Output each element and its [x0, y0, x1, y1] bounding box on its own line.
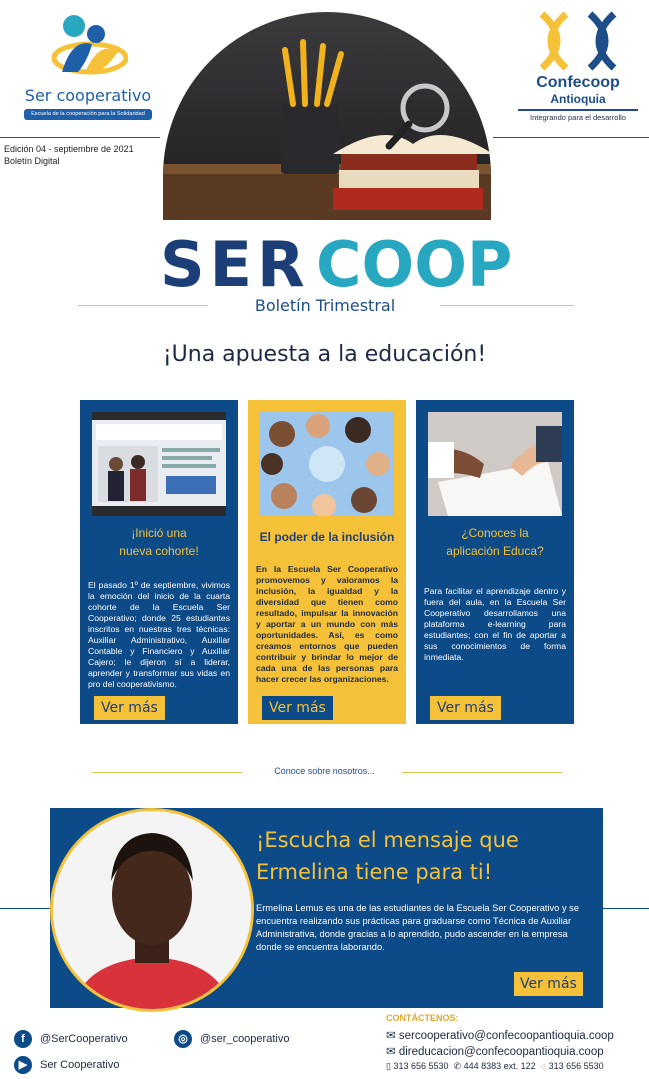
edition-number: Edición 04 - septiembre de 2021 [4, 144, 134, 154]
divider-left [0, 137, 160, 138]
card-title [86, 524, 232, 560]
card-educa-app [416, 400, 574, 724]
whatsapp-number: 313 656 5530 [548, 1061, 604, 1071]
testimonial-heading [256, 824, 596, 888]
youtube-link[interactable] [14, 1056, 120, 1074]
testimonial-ver-mas-button[interactable]: Ver más [514, 972, 583, 996]
card-body: Para facilitar el aprendizaje dentro y fuera del aula, en la Escuela Ser Cooperativo desarrollamos una plataforma e-learning para estudiantes; con el fin de aportar a sus conocimientos de forma inmediata. [424, 586, 566, 662]
card-title [422, 524, 568, 560]
card-title-line2: aplicación Educa? [446, 544, 544, 558]
testimonial-body: Ermelina Lemus es una de las estudiantes de la Escuela Ser Cooperativo y se encuentra realizando sus prácticas para graduarse como Técnica de Auxiliar Administrativa, donde gracias a lo aprendido, pudo ascender en la empresa donde se encuentra laborando. [256, 903, 579, 952]
card-body: El pasado 1º de septiembre, vivimos la emoción del inicio de la cuarta cohorte de la Escuela Ser Cooperativo; donde 25 estudiantes inscritos en nuestras tres técnicas: Auxiliar Administrativo, Auxiliar Contable y Financiero y Auxiliar Cajero; le dijeron sí a liderar, aprender y transformar sus vidas en pro del cooperativismo. [88, 580, 230, 689]
youtube-icon: ▶ [14, 1056, 32, 1074]
contact-heading: CONTÁCTENOS: [386, 1013, 459, 1023]
about-us-link[interactable]: Conoce sobre nosotros... [274, 766, 375, 776]
facebook-link[interactable] [14, 1030, 128, 1048]
email-2[interactable] [386, 1044, 604, 1058]
whatsapp-icon: ◌ [540, 1061, 547, 1071]
confecoop-tagline: Integrando para el desarrollo [518, 109, 638, 122]
edition-info [4, 143, 134, 167]
video-call-image [92, 412, 226, 516]
edition-type: Boletín Digital [4, 156, 60, 166]
divider-right [493, 137, 649, 138]
card-title-line2: nueva cohorte! [119, 544, 199, 558]
card-inclusion [248, 400, 406, 724]
card-title-line1: ¡Inició una [131, 526, 187, 540]
ser-cooperativo-subtitle: Escuela de la cooperación para la Solidaridad [24, 109, 152, 120]
masthead-title-coop: COOP [316, 228, 513, 301]
hands-writing-image [428, 412, 562, 516]
phone-1: 313 656 5530 [393, 1061, 449, 1071]
ser-cooperativo-logo [18, 10, 158, 120]
group-circle-image [260, 412, 394, 516]
phone-2: 444 8383 ext. 122 [463, 1061, 536, 1071]
instagram-link[interactable] [174, 1030, 289, 1048]
ser-cooperativo-emblem-icon [48, 10, 128, 82]
masthead-line-left [78, 305, 208, 306]
page-headline: ¡Una apuesta a la educación! [162, 342, 487, 367]
confecoop-emblem-icon [532, 10, 624, 72]
card-body: En la Escuela Ser Cooperativo promovemos y valoramos la inclusión, la igualdad y la diversidad que tienen como resultado, impulsar la innovación y aportar a un mundo con más oportunidades. Así, es como creamos entornos que pueden contribuir y brindar lo mejor de cada una de las personas para hacer crecer las organizaciones. [256, 564, 398, 684]
card-title-line1: El poder de la inclusión [259, 530, 395, 544]
ver-mas-button[interactable]: Ver más [94, 696, 165, 720]
phone-icon: ✆ [453, 1061, 462, 1071]
masthead-title-ser: SER [160, 228, 310, 301]
mail-icon: ✉ [386, 1030, 396, 1042]
card-new-cohort [80, 400, 238, 724]
ser-cooperativo-name: Ser cooperativo [24, 86, 152, 105]
mobile-icon: ▯ [386, 1061, 391, 1071]
mail-icon: ✉ [386, 1046, 396, 1058]
masthead-line-right [440, 305, 574, 306]
ermelina-portrait [50, 808, 254, 1012]
masthead-subtitle: Boletín Trimestral [254, 296, 396, 315]
card-title-line1: ¿Conoces la [461, 526, 529, 540]
instagram-icon: ◎ [174, 1030, 192, 1048]
email-1[interactable] [386, 1028, 614, 1042]
testimonial-heading-line1: ¡Escucha el mensaje que [256, 828, 519, 852]
email-1-text: sercooperativo@confecoopantioquia.coop [398, 1030, 614, 1042]
ver-mas-button[interactable]: Ver más [262, 696, 333, 720]
facebook-handle: @SerCooperativo [40, 1033, 128, 1045]
confecoop-name: Confecoop [536, 74, 620, 91]
facebook-icon: f [14, 1030, 32, 1048]
phone-line [386, 1061, 604, 1072]
email-2-text: direducacion@confecoopantioquia.coop [398, 1046, 604, 1058]
instagram-handle: @ser_cooperativo [200, 1033, 290, 1045]
hero-books-image [163, 12, 491, 220]
antioquia-name: Antioquia [550, 92, 606, 106]
ver-mas-button[interactable]: Ver más [430, 696, 501, 720]
confecoop-antioquia-logo [518, 10, 638, 122]
youtube-channel: Ser Cooperativo [40, 1059, 120, 1071]
testimonial-heading-line2: Ermelina tiene para ti! [256, 860, 493, 884]
card-title [254, 528, 400, 546]
